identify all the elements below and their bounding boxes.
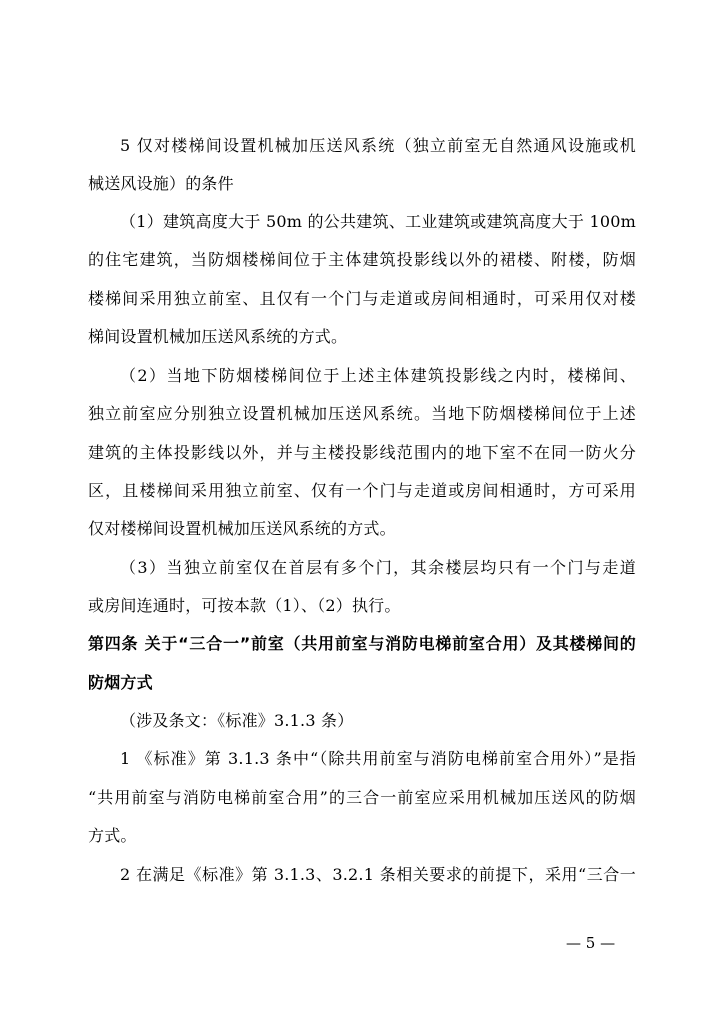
paragraph-line: 区，且楼梯间采用独立前室、仅有一个门与走道或房间相通时，方可采用 [88, 481, 636, 500]
paragraph-line: 或房间连通时，可按本款（1）、（2）执行。 [88, 596, 401, 615]
paragraph-line: （1）建筑高度大于 50m 的公共建筑、工业建筑或建筑高度大于 100m [120, 212, 636, 231]
paragraph-line: 5 仅对楼梯间设置机械加压送风系统（独立前室无自然通风设施或机 [120, 136, 636, 155]
paragraph-line: （涉及条文：《标准》3.1.3 条） [120, 711, 354, 730]
page-number: — 5 — [566, 934, 616, 952]
paragraph-line: 方式。 [88, 826, 137, 845]
paragraph-line: （2）当地下防烟楼梯间位于上述主体建筑投影线之内时，楼梯间、 [120, 366, 636, 385]
paragraph-line: 楼梯间采用独立前室、且仅有一个门与走道或房间相通时，可采用仅对楼 [88, 289, 636, 308]
paragraph-line: 梯间设置机械加压送风系统的方式。 [88, 327, 348, 346]
paragraph-line: 1 《标准》第 3.1.3 条中“（除共用前室与消防电梯前室合用外）”是指 [120, 749, 636, 768]
section-heading-line: 第四条 关于“三合一”前室（共用前室与消防电梯前室合用）及其楼梯间的 [88, 634, 636, 653]
paragraph-line: 独立前室应分别独立设置机械加压送风系统。当地下防烟楼梯间位于上述 [88, 404, 636, 423]
paragraph-line: 械送风设施）的条件 [88, 174, 234, 193]
section-heading-line: 防烟方式 [88, 673, 153, 692]
paragraph-line: 建筑的主体投影线以外，并与主楼投影线范围内的地下室不在同一防火分 [88, 443, 636, 462]
paragraph-line: （3）当独立前室仅在首层有多个门，其余楼层均只有一个门与走道 [120, 558, 636, 577]
paragraph-line: 的住宅建筑，当防烟楼梯间位于主体建筑投影线以外的裙楼、附楼，防烟 [88, 250, 636, 269]
paragraph-line: 仅对楼梯间设置机械加压送风系统的方式。 [88, 519, 396, 538]
paragraph-line: 2 在满足《标准》第 3.1.3、3.2.1 条相关要求的前提下，采用“三合一 [120, 865, 636, 884]
paragraph-line: “共用前室与消防电梯前室合用”的三合一前室应采用机械加压送风的防烟 [88, 788, 636, 807]
